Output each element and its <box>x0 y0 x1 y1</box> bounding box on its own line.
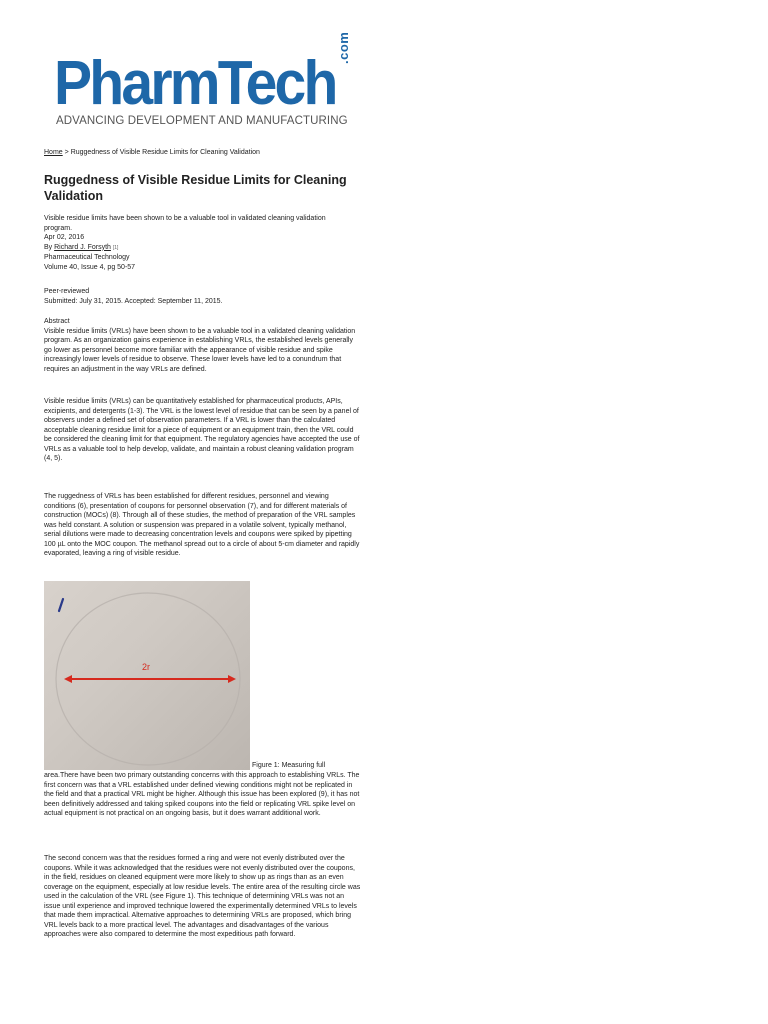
breadcrumb <box>44 149 260 156</box>
logo-tagline: ADVANCING DEVELOPMENT AND MANUFACTURING <box>56 115 348 127</box>
article-byline <box>44 243 344 254</box>
figure-1-image <box>44 581 250 770</box>
figure-caption: Figure 1: Measuring full <box>252 762 326 769</box>
arrow-head-right <box>228 675 236 683</box>
breadcrumb-separator: > <box>64 149 69 156</box>
article-title: Ruggedness of Visible Residue Limits for Cleaning Validation <box>44 173 347 203</box>
breadcrumb-home-link[interactable]: Home <box>44 149 63 156</box>
abstract-text: Visible residue limits (VRLs) have been shown to be a valuable tool in a validated cleaning validation program. As an organization gains experience in establishing VRLs, the established levels generally go lower as personnel become more familiar with the appearance of visible residue and spike increasingly lower levels of residue to observe. These lower levels have led to a conundrum that requires an adjustment in the way VRLs are defined. <box>44 327 356 373</box>
submitted-dates: Submitted: July 31, 2015. Accepted: September 11, 2015. <box>44 297 223 305</box>
body-paragraph-1: Visible residue limits (VRLs) can be quantitatively established for pharmaceutical products, APIs, excipients, and detergents (1-3). The VRL is the lowest level of residue that can be seen by a panel of observers under a defined set of observation parameters. If a VRL is lower than the calculated acceptable cleaning residue limit for a piece of equipment or an equipment train, then the VRL could be considered the cleaning limit for that equipment. The regulatory agencies have accepted the use of VRLs as a valuable tool to help develop, validate, and maintain a robust cleaning validation program (4, 5). <box>44 398 360 462</box>
figure-1-drawing <box>44 581 250 770</box>
volume-info: Volume 40, Issue 4, pg 50-57 <box>44 263 136 271</box>
abstract-label: Abstract <box>44 318 70 325</box>
body-paragraph-2: The ruggedness of VRLs has been established for different residues, personnel and viewing conditions (6), presentation of coupons for personnel observation (7), and for different materials of construction (MOCs) (8). Through all of these studies, the method of preparation of the VRL samples was held constant. A solution or suspension was prepared in a volatile solvent, typically methanol, serial dilutions were made to decreasing concentration levels and coupons were spiked by pipetting 100 µL onto the MOC coupon. The methanol spread out to a circle of about 5-cm diameter and rapidly evaporated, leaving a ring of visible residue. <box>44 493 360 557</box>
abstract-block <box>44 317 362 374</box>
body-paragraph-3: area.There have been two primary outstanding concerns with this approach to establishing VRLs. The first concern was that a VRL established under defined viewing conditions might not be replicated in the field and that a practical VRL might be higher. Although this issue has been explored (9), it has not been definitively addressed and taking spiked coupons into the field or replicating VRL spike level on actual equipment is not practical on an ongoing basis, but it does warrant additional work. <box>44 772 360 817</box>
pen-mark <box>59 599 63 611</box>
by-label: By <box>44 243 53 251</box>
article-summary: Visible residue limits have been shown to be a valuable tool in validated cleaning validation program. <box>44 215 326 232</box>
figure-2r-label: 2r <box>142 662 151 672</box>
peer-review-block <box>44 287 354 306</box>
arrow-head-left <box>64 675 72 683</box>
author-ref: [1] <box>112 244 119 251</box>
article-meta <box>44 214 344 272</box>
author-link[interactable]: Richard J. Forsyth <box>54 243 111 251</box>
logo-dotcom: .com <box>336 31 351 64</box>
body-paragraph-4: The second concern was that the residues formed a ring and were not evenly distributed over the coupons. While it was acknowledged that the residues were not evenly distributed over the coupons, in the field, residues on cleaned equipment were more likely to show up as rings than as an even coverage on the equipment, especially at low residue levels. The entire area of the resulting circle was used in the calculation of the VRL (see Figure 1). This technique of determining VRLs was not an issue until experience and improved technique lowered the experimentally determined VRLs to levels that made them impractical. Alternative approaches to determining VRLs are proposed, which bring VRL levels back to a more practical level. The advantages and disadvantages of the various approaches were also compared to determine the most expeditious path forward. <box>44 855 361 938</box>
article-date: Apr 02, 2016 <box>44 234 85 241</box>
breadcrumb-current: Ruggedness of Visible Residue Limits for Cleaning Validation <box>70 149 260 156</box>
peer-reviewed-label: Peer-reviewed <box>44 288 90 295</box>
logo-wordmark: PharmTech <box>54 49 336 118</box>
pharmtech-logo[interactable] <box>54 31 364 134</box>
publication-name: Pharmaceutical Technology <box>44 254 130 261</box>
